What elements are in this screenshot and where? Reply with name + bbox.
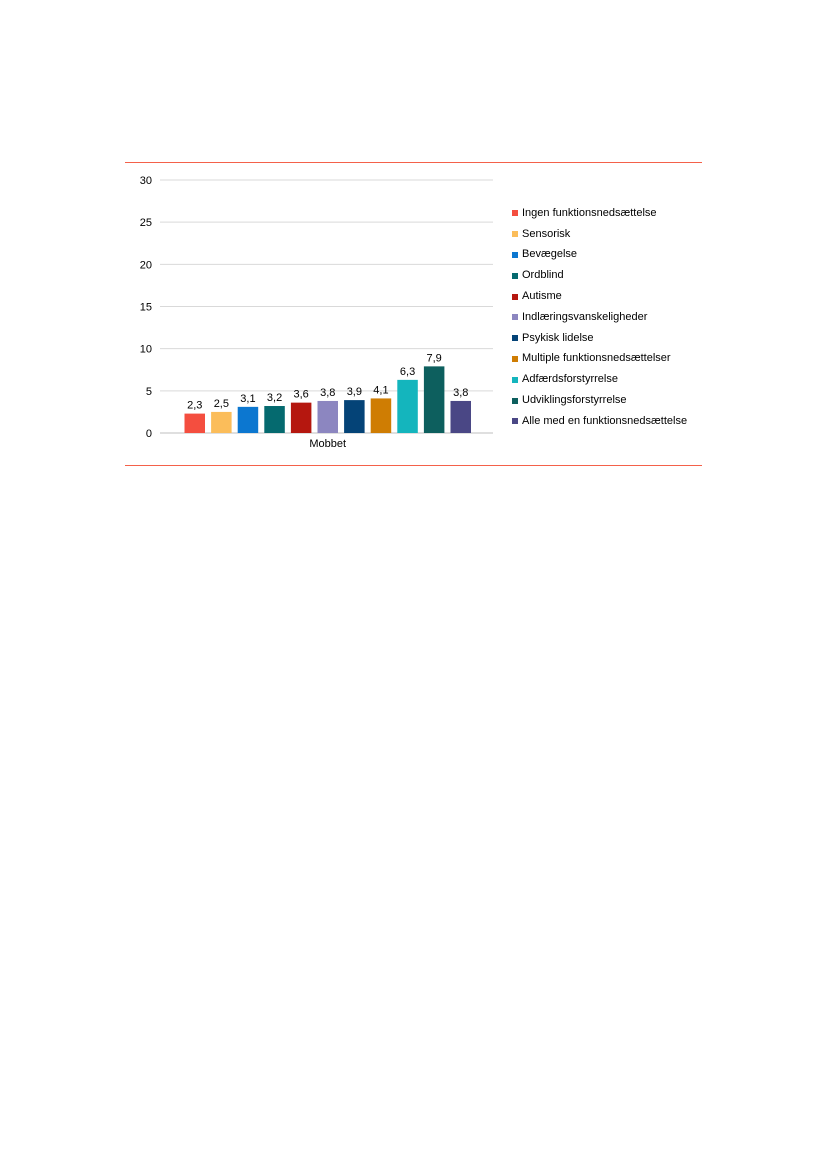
legend-swatch bbox=[512, 314, 518, 320]
x-axis-categories bbox=[309, 438, 346, 450]
bar bbox=[371, 398, 392, 433]
y-tick-label: 10 bbox=[139, 343, 152, 356]
legend-item bbox=[512, 411, 687, 432]
data-label: 2,5 bbox=[213, 397, 229, 410]
data-label: 6,3 bbox=[399, 365, 416, 378]
bar bbox=[291, 403, 312, 433]
legend-item bbox=[512, 245, 687, 266]
y-tick-label: 20 bbox=[139, 259, 152, 272]
legend-swatch bbox=[512, 210, 518, 216]
legend-label: Sensorisk bbox=[522, 227, 571, 240]
legend-swatch bbox=[512, 273, 518, 279]
legend-swatch bbox=[512, 294, 518, 300]
legend-swatch bbox=[512, 377, 518, 383]
data-label: 3,2 bbox=[266, 392, 283, 405]
bar bbox=[211, 412, 232, 433]
bar bbox=[344, 400, 365, 433]
legend-item bbox=[512, 224, 687, 245]
data-label: 3,8 bbox=[320, 386, 336, 399]
bar bbox=[318, 401, 339, 433]
legend-item bbox=[512, 286, 687, 307]
y-tick-label: 15 bbox=[139, 301, 152, 314]
legend-item bbox=[512, 349, 687, 370]
bottom-rule bbox=[125, 465, 702, 466]
legend-item bbox=[512, 328, 687, 349]
legend-swatch bbox=[512, 418, 518, 424]
y-axis-ticks bbox=[140, 175, 152, 440]
legend-swatch bbox=[512, 252, 518, 258]
legend-label: Alle med en funktionsnedsættelse bbox=[522, 414, 688, 427]
legend-label: Udviklingsforstyrrelse bbox=[522, 394, 627, 407]
legend-swatch bbox=[512, 356, 518, 362]
legend-item bbox=[512, 307, 687, 328]
y-tick-label: 5 bbox=[145, 385, 152, 398]
legend-item bbox=[512, 390, 687, 411]
legend-label: Indlæringsvanskeligheder bbox=[522, 310, 648, 323]
bar bbox=[451, 401, 472, 433]
legend-label: Autisme bbox=[522, 290, 562, 303]
y-tick-label: 0 bbox=[145, 428, 152, 440]
data-label: 3,8 bbox=[453, 386, 469, 399]
bar bbox=[238, 407, 259, 433]
legend-swatch bbox=[512, 398, 518, 404]
legend-swatch bbox=[512, 335, 518, 341]
legend-label: Adfærdsforstyrrelse bbox=[522, 373, 618, 386]
bar bbox=[424, 366, 445, 433]
top-rule bbox=[125, 162, 702, 163]
legend bbox=[512, 203, 687, 432]
legend-label: Bevægelse bbox=[522, 248, 578, 261]
data-label: 2,3 bbox=[187, 399, 203, 412]
x-category-label: Mobbet bbox=[309, 438, 347, 450]
data-label: 3,6 bbox=[293, 388, 309, 401]
legend-label: Ordblind bbox=[522, 269, 564, 282]
y-tick-label: 30 bbox=[139, 175, 152, 187]
legend-label: Psykisk lidelse bbox=[522, 331, 594, 344]
legend-swatch bbox=[512, 231, 518, 237]
legend-item bbox=[512, 369, 687, 390]
data-label: 7,9 bbox=[426, 352, 442, 365]
legend-item bbox=[512, 265, 687, 286]
data-label: 3,9 bbox=[346, 386, 362, 399]
y-tick-label: 25 bbox=[139, 217, 152, 230]
bar bbox=[264, 406, 285, 433]
data-label: 3,1 bbox=[240, 392, 256, 405]
legend-label: Ingen funktionsnedsættelse bbox=[522, 206, 657, 219]
legend-item bbox=[512, 203, 687, 224]
bar bbox=[185, 414, 206, 433]
data-label: 4,1 bbox=[373, 384, 389, 397]
legend-label: Multiple funktionsnedsættelser bbox=[522, 352, 671, 365]
bar bbox=[397, 380, 418, 433]
